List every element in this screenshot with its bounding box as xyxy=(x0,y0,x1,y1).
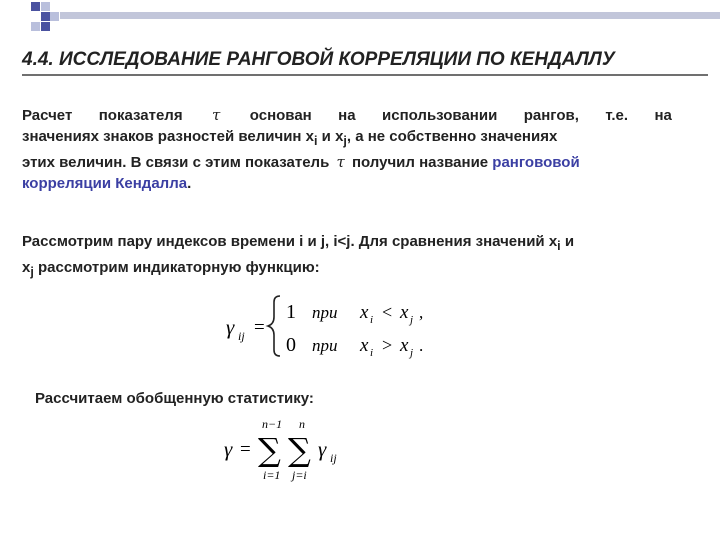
gamma-symbol: γ xyxy=(318,437,327,461)
var-x: x xyxy=(360,335,369,356)
subscript-j: j xyxy=(410,347,414,359)
variable-x: x xyxy=(22,259,31,276)
gamma-symbol: γ xyxy=(226,315,235,339)
subscript-i: i xyxy=(370,314,374,326)
subscript-i: i xyxy=(370,347,374,359)
comma: , xyxy=(419,303,424,322)
case2-word: при xyxy=(312,336,338,355)
word: т.е. xyxy=(605,107,629,124)
variable-x: x xyxy=(305,128,315,145)
slide-title: 4.4. ИССЛЕДОВАНИЕ РАНГОВОЙ КОРРЕЛЯЦИИ ПО КЕНДАЛЛУ xyxy=(22,49,615,70)
text-fragment: , а не собственно значениях xyxy=(346,128,558,145)
highlight-term: рангововой xyxy=(492,154,580,171)
highlight-term: корреляции Кендалла xyxy=(22,175,188,192)
left-brace xyxy=(268,296,280,356)
generalized-statistic-formula xyxy=(222,418,362,482)
sum2-upper-limit: n xyxy=(299,418,305,431)
less-than: < xyxy=(382,302,393,322)
text-line xyxy=(22,231,682,257)
square-dark xyxy=(41,22,50,31)
subscript-ij: ij xyxy=(330,451,337,465)
word: рангов, xyxy=(523,107,579,124)
variable-x: x xyxy=(335,128,344,145)
word: Расчет xyxy=(22,107,73,124)
paragraph-kendall-description xyxy=(22,105,672,194)
var-x: x xyxy=(360,302,369,323)
subscript-i: i xyxy=(314,134,318,148)
sum2-lower-limit: j=i xyxy=(292,468,307,482)
title-underline xyxy=(22,74,708,76)
text-line xyxy=(22,173,672,194)
paragraph-indicator-intro xyxy=(22,231,682,283)
tau-symbol: τ xyxy=(336,153,345,171)
square-light xyxy=(41,2,50,11)
text-fragment: и xyxy=(560,233,575,250)
text-line xyxy=(22,126,672,152)
word: использовании xyxy=(382,107,498,124)
word: показателя xyxy=(98,107,183,124)
variable-x: x xyxy=(548,233,558,250)
greater-than: > xyxy=(382,335,393,355)
sum1-lower-limit: i=1 xyxy=(263,468,281,482)
word: основан xyxy=(249,107,312,124)
square-dark xyxy=(41,12,50,21)
case1-value: 1 xyxy=(286,301,296,323)
indicator-function-formula xyxy=(224,288,464,364)
text-fragment: этих величин. В связи с этим показатель xyxy=(22,154,334,171)
var-x: x xyxy=(400,302,409,323)
decorative-squares xyxy=(0,0,60,34)
accent-bar xyxy=(60,12,720,19)
paragraph-statistic-intro: Рассчитаем обобщенную статистику: xyxy=(35,390,314,407)
var-x: x xyxy=(400,335,409,356)
text-line xyxy=(22,257,682,283)
subscript-j: j xyxy=(30,265,34,279)
equals-sign: = xyxy=(240,439,251,460)
text-fragment: рассмотрим индикаторную функцию: xyxy=(33,259,320,276)
case1-word: при xyxy=(312,303,338,322)
text-line xyxy=(22,105,672,126)
square-light xyxy=(50,12,59,21)
word: на xyxy=(338,107,356,124)
subscript-i: i xyxy=(557,239,561,253)
text-fragment: значениях знаков разностей величин xyxy=(22,128,306,145)
sum1-upper-limit: n−1 xyxy=(262,418,283,431)
period: . xyxy=(419,336,424,355)
subscript-ij: ij xyxy=(238,329,245,343)
text-fragment: . xyxy=(187,175,192,192)
sigma-symbol: ∑ xyxy=(258,431,281,469)
case2-value: 0 xyxy=(286,334,296,356)
word: на xyxy=(654,107,672,124)
square-dark xyxy=(31,2,40,11)
square-light xyxy=(31,22,40,31)
text-fragment: получил название xyxy=(347,154,493,171)
sigma-symbol: ∑ xyxy=(288,431,311,469)
equals-sign: = xyxy=(254,317,265,338)
gamma-symbol: γ xyxy=(224,437,233,461)
subscript-j: j xyxy=(343,134,347,148)
text-line xyxy=(22,152,672,173)
tau-symbol: τ xyxy=(212,106,221,124)
text-fragment: и xyxy=(317,128,336,145)
subscript-j: j xyxy=(410,314,414,326)
text-fragment: Рассмотрим пару индексов времени i и j, i<j. Для сравнения значений xyxy=(22,233,549,250)
